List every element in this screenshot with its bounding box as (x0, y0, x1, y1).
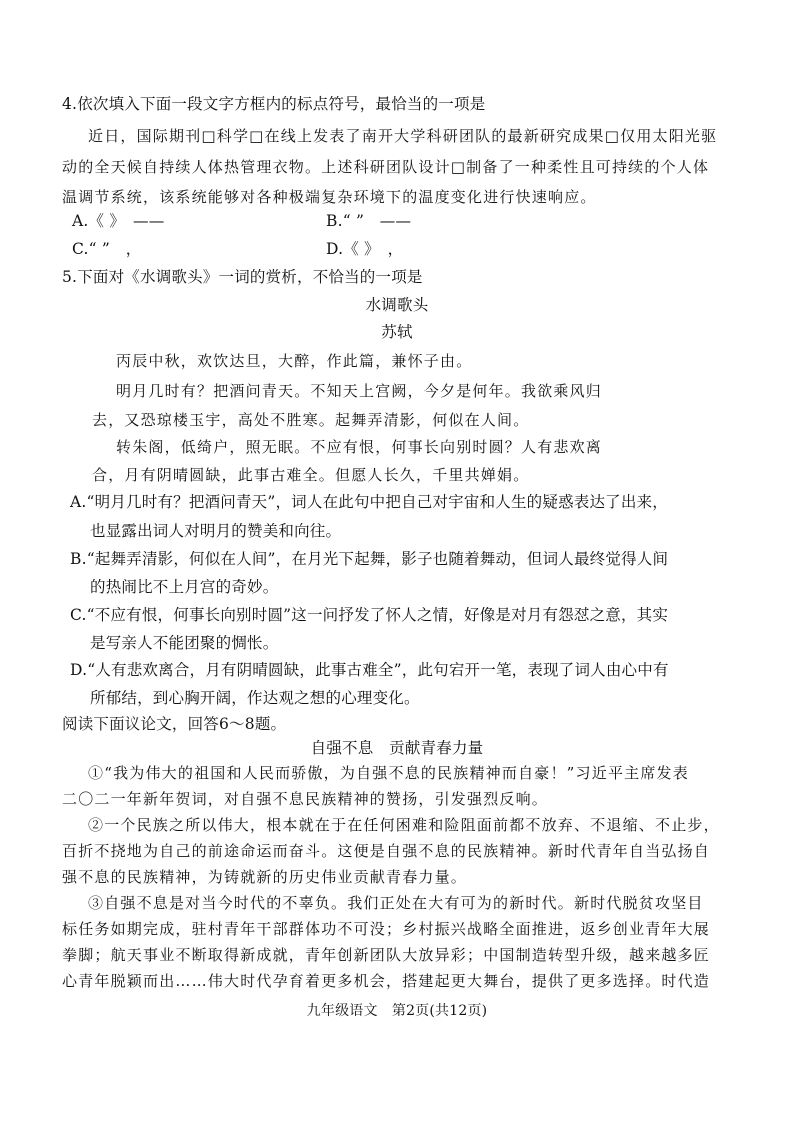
page-footer: 九年级语文 第2页(共12页) (306, 1003, 488, 1019)
q4-passage-line: 温调节系统，该系统能够对各种极端复杂环境下的温度变化进行快速响应。 (62, 188, 597, 206)
essay-paragraph-line: ③自强不息是对当今时代的不辜负。我们正处在大有可为的新时代。新时代脱贫攻坚目 (88, 894, 704, 912)
essay-paragraph-line: ①“我为伟大的祖国和人民而骄傲，为自强不息的民族精神而自豪！”习近平主席发表 (88, 764, 689, 782)
essay-title: 自强不息 贡献青春力量 (310, 739, 484, 757)
essay-paragraph-line: 拳脚；航天事业不断取得新成就，青年创新团队大放异彩；中国制造转型升级，越来越多匠 (62, 946, 711, 964)
essay-paragraph-line: 百折不挠地为自己的前途命运而奋斗。这便是自强不息的民族精神。新时代青年自当弘扬自 (62, 842, 711, 860)
q5-option-b-line1: B.“起舞弄清影，何似在人间”，在月光下起舞，影子也随着舞动，但词人最终觉得人间 (70, 550, 669, 568)
q5-option-b-line2: 的热闹比不上月宫的奇妙。 (90, 578, 279, 596)
q5-option-a-line2: 也显露出词人对明月的赞美和向往。 (90, 522, 342, 540)
essay-paragraph-line: 二〇二一年新年贺词，对自强不息民族精神的赞扬，引发强烈反响。 (62, 790, 549, 808)
poem-line: 去，又恐琼楼玉宇，高处不胜寒。起舞弄清影，何似在人间。 (92, 411, 530, 429)
poem-line: 合，月有阴晴圆缺，此事古难全。但愿人长久，千里共婵娟。 (92, 466, 530, 484)
q5-option-a-line1: A.“明月几时有？把酒问青天”，词人在此句中把自己对宇宙和人生的疑惑表达了出来， (70, 493, 668, 511)
essay-paragraph-line: ②一个民族之所以伟大，根本就在于在任何困难和险阻面前都不放弃、不退缩、不止步， (88, 816, 720, 834)
poem-author: 苏轼 (381, 323, 413, 341)
q5-option-d-line2: 所郁结，到心胸开阔，作达观之想的心理变化。 (90, 689, 420, 707)
q4-option-a: A.《 》 —— (72, 212, 165, 230)
q4-option-b: B.“ ” —— (326, 212, 412, 230)
q5-option-d-line1: D.“人有悲欢离合，月有阴晴圆缺，此事古难全”，此句宕开一笔，表现了词人由心中有 (70, 661, 669, 679)
q4-option-d: D.《 》 ， (326, 240, 404, 258)
essay-paragraph-line: 强不息的民族精神，为铸就新的历史伟业贡献青春力量。 (62, 868, 468, 886)
poem-line: 明月几时有？把酒问青天。不知天上宫阙，今夕是何年。我欲乘风归 (116, 382, 603, 400)
essay-paragraph-line: 心青年脱颖而出……伟大时代孕育着更多机会，搭建起更大舞台，提供了更多选择。时代造 (62, 972, 711, 990)
q4-option-c: C.“ ” ， (72, 240, 142, 258)
q5-option-c-line1: C.“不应有恨，何事长向别时圆”这一问抒发了怀人之情，好像是对月有怨怼之意，其实 (70, 606, 669, 624)
q5-stem: 5.下面对《水调歌头》一词的赏析，不恰当的一项是 (62, 268, 423, 286)
reading-intro: 阅读下面议论文，回答6～8题。 (62, 715, 287, 733)
q5-option-c-line2: 是写亲人不能团聚的惆怅。 (90, 634, 279, 652)
poem-line: 转朱阁，低绮户，照无眠。不应有恨，何事长向别时圆？人有悲欢离 (116, 438, 603, 456)
q4-passage-line: 近日，国际期刊□科学□在线上发表了南开大学科研团队的最新研究成果□仅用太阳光驱 (88, 127, 718, 145)
essay-paragraph-line: 标任务如期完成，驻村青年干部群体功不可没；乡村振兴战略全面推进，返乡创业青年大展 (62, 920, 711, 938)
q4-passage-line: 动的全天候自持续人体热管理衣物。上述科研团队设计□制备了一种柔性且可持续的个人体 (62, 158, 710, 176)
q4-stem: 4.依次填入下面一段文字方框内的标点符号，最恰当的一项是 (62, 95, 486, 113)
poem-preface: 丙辰中秋，欢饮达旦，大醉，作此篇，兼怀子由。 (116, 352, 473, 370)
poem-title: 水调歌头 (365, 296, 429, 314)
